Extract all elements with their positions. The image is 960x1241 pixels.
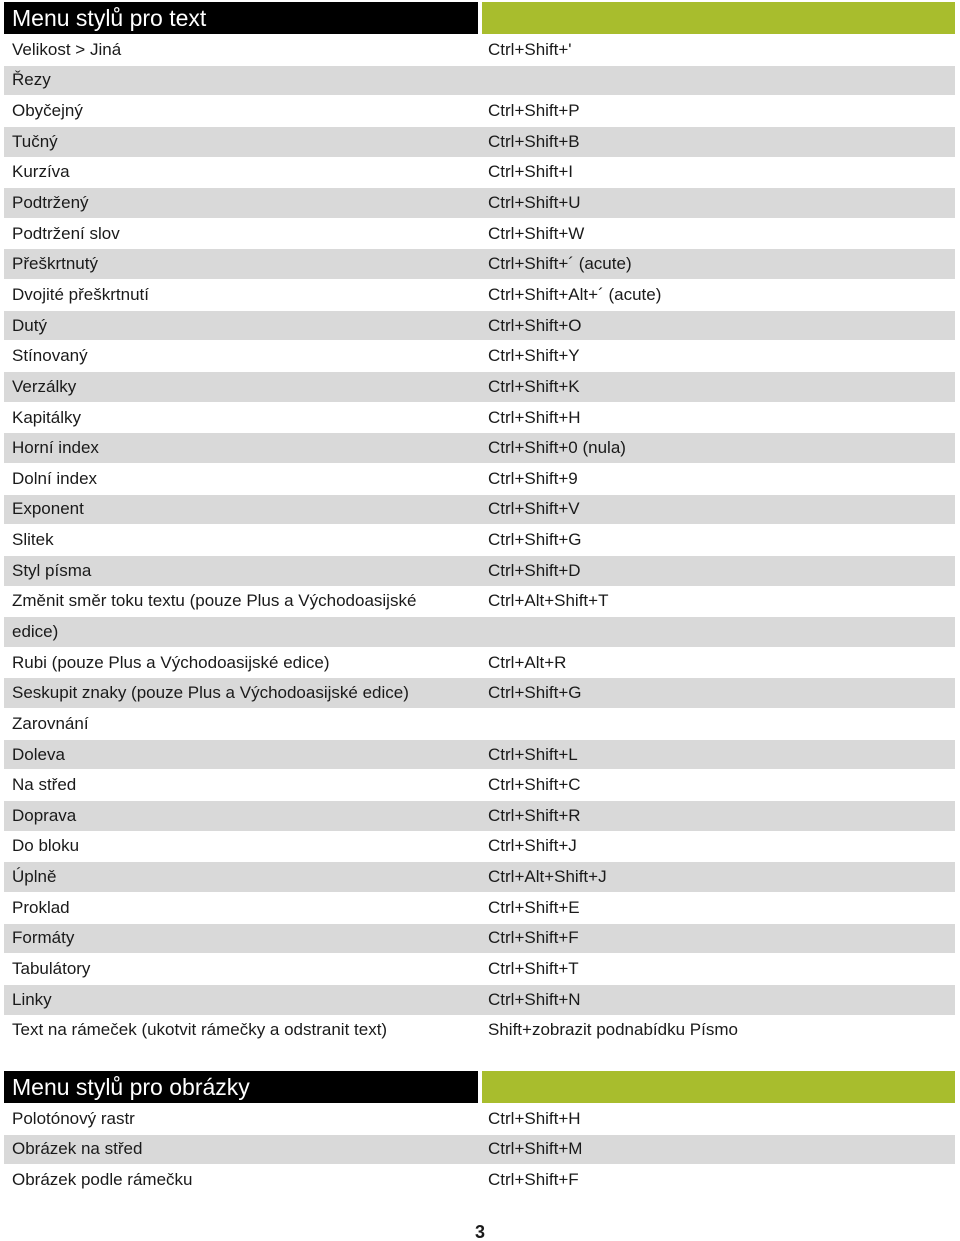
table-row (4, 188, 955, 219)
table-row (4, 96, 955, 127)
keyboard-shortcut: Ctrl+Shift+P (488, 101, 580, 121)
text-styles-section (4, 2, 955, 1046)
keyboard-shortcut: Ctrl+Shift+H (488, 407, 581, 427)
style-command-label: Obyčejný (12, 101, 83, 121)
table-row (4, 158, 955, 189)
table-row (4, 311, 955, 342)
keyboard-shortcut: Ctrl+Shift+H (488, 1108, 581, 1128)
image-styles-section (4, 1071, 955, 1196)
style-command-label: Polotónový rastr (12, 1108, 135, 1128)
keyboard-shortcut: Shift+zobrazit podnabídku Písmo (488, 1020, 738, 1040)
keyboard-shortcut: Ctrl+Shift+O (488, 315, 582, 335)
table-row (4, 127, 955, 158)
style-command-label: Formáty (12, 928, 75, 948)
table-row (4, 832, 955, 863)
page-number: 3 (474, 1222, 485, 1241)
table-row (4, 1165, 955, 1196)
style-command-label: Exponent (12, 499, 84, 519)
style-command-label: Seskupit znaky (pouze Plus a Východoasijské edice) (12, 683, 409, 703)
table-row (4, 1016, 955, 1047)
style-command-label: Řezy (12, 70, 51, 90)
style-command-label: Styl písma (12, 560, 92, 580)
table-row (4, 893, 955, 924)
table-row (4, 66, 955, 97)
table-row (4, 433, 955, 464)
style-command-label: Doleva (12, 744, 65, 764)
style-command-label: Úplně (12, 867, 57, 887)
table-row (4, 464, 955, 495)
table-row (4, 740, 955, 771)
table-row (4, 495, 955, 526)
keyboard-shortcut: Ctrl+Shift+U (488, 193, 581, 213)
table-row (4, 556, 955, 587)
keyboard-shortcut: Ctrl+Shift+J (488, 836, 577, 856)
keyboard-shortcut: Ctrl+Shift+T (488, 959, 579, 979)
table-row (4, 770, 955, 801)
style-command-label: Rubi (pouze Plus a Východoasijské edice) (12, 652, 330, 672)
style-command-label: Změnit směr toku textu (pouze Plus a Východoasijské (12, 591, 417, 611)
style-command-label: Text na rámeček (ukotvit rámečky a odstranit text) (12, 1020, 388, 1040)
keyboard-shortcut: Ctrl+Shift+G (488, 530, 582, 550)
table-row (4, 372, 955, 403)
keyboard-shortcut: Ctrl+Alt+Shift+J (488, 867, 607, 887)
style-command-label: Dutý (12, 315, 47, 335)
keyboard-shortcut: Ctrl+Shift+F (488, 928, 579, 948)
section-title: Menu stylů pro text (4, 2, 478, 34)
table-row (4, 862, 955, 893)
style-command-label: Dvojité přeškrtnutí (12, 284, 149, 304)
keyboard-shortcut: Ctrl+Shift+N (488, 989, 581, 1009)
keyboard-shortcut: Ctrl+Shift+I (488, 162, 574, 182)
keyboard-shortcut: Ctrl+Shift+K (488, 376, 580, 396)
table-row (4, 954, 955, 985)
keyboard-shortcut: Ctrl+Shift+Y (488, 346, 580, 366)
style-command-label: Do bloku (12, 836, 80, 856)
keyboard-shortcut: Ctrl+Shift+D (488, 560, 581, 580)
keyboard-shortcut: Ctrl+Shift+C (488, 775, 581, 795)
style-command-label: Přeškrtnutý (12, 254, 98, 274)
keyboard-shortcut: Ctrl+Shift+´ (acute) (488, 254, 632, 274)
table-row (4, 280, 955, 311)
style-command-label: Podtržení slov (12, 223, 120, 243)
keyboard-shortcut: Ctrl+Shift+L (488, 744, 578, 764)
table-row (4, 35, 955, 66)
keyboard-shortcut: Ctrl+Shift+0 (nula) (488, 438, 626, 458)
style-command-label: Kurzíva (12, 162, 70, 182)
table-row (4, 801, 955, 832)
keyboard-shortcut: Ctrl+Shift+R (488, 805, 581, 825)
table-row (4, 709, 955, 740)
style-command-label: Proklad (12, 897, 70, 917)
header-accent-bar (482, 1071, 955, 1103)
style-command-label: Kapitálky (12, 407, 81, 427)
style-command-label: Doprava (12, 805, 77, 825)
style-command-label: Zarovnání (12, 713, 89, 733)
table-row (4, 525, 955, 556)
style-command-label: Obrázek na střed (12, 1139, 143, 1159)
table-row (4, 678, 955, 709)
keyboard-shortcut: Ctrl+Shift+B (488, 131, 580, 151)
keyboard-shortcut: Ctrl+Shift+E (488, 897, 580, 917)
style-command-label: Velikost > Jiná (12, 39, 122, 59)
style-command-label: Tučný (12, 131, 58, 151)
table-row (4, 617, 955, 648)
keyboard-shortcut: Ctrl+Shift+V (488, 499, 580, 519)
keyboard-shortcut: Ctrl+Alt+R (488, 652, 567, 672)
shortcut-table (4, 34, 955, 1046)
table-row (4, 924, 955, 955)
keyboard-shortcut: Ctrl+Shift+F (488, 1170, 579, 1190)
table-row (4, 1135, 955, 1166)
style-command-label: Slitek (12, 530, 54, 550)
section-header (4, 1071, 955, 1103)
table-row (4, 403, 955, 434)
style-command-label: Tabulátory (12, 959, 91, 979)
style-command-label: Verzálky (12, 376, 77, 396)
keyboard-shortcut: Ctrl+Shift+W (488, 223, 585, 243)
keyboard-shortcut: Ctrl+Shift+9 (488, 468, 578, 488)
header-accent-bar (482, 2, 955, 34)
table-row (4, 587, 955, 618)
keyboard-shortcut: Ctrl+Shift+Alt+´ (acute) (488, 284, 662, 304)
table-row (4, 341, 955, 372)
table-row (4, 648, 955, 679)
table-row (4, 249, 955, 280)
style-command-label: Na střed (12, 775, 77, 795)
shortcut-table (4, 1103, 955, 1196)
style-command-label: Stínovaný (12, 346, 88, 366)
table-row (4, 985, 955, 1016)
keyboard-shortcut: Ctrl+Shift+G (488, 683, 582, 703)
style-command-label: Linky (12, 989, 52, 1009)
table-row (4, 219, 955, 250)
table-row (4, 1104, 955, 1135)
style-command-label: Dolní index (12, 468, 98, 488)
keyboard-shortcut: Ctrl+Shift+M (488, 1139, 583, 1159)
section-header (4, 2, 955, 34)
style-command-label: edice) (12, 621, 59, 641)
section-title: Menu stylů pro obrázky (4, 1071, 478, 1103)
keyboard-shortcut: Ctrl+Shift+' (488, 39, 572, 59)
style-command-label: Podtržený (12, 193, 89, 213)
style-command-label: Obrázek podle rámečku (12, 1170, 193, 1190)
keyboard-shortcut: Ctrl+Alt+Shift+T (488, 591, 609, 611)
style-command-label: Horní index (12, 438, 99, 458)
